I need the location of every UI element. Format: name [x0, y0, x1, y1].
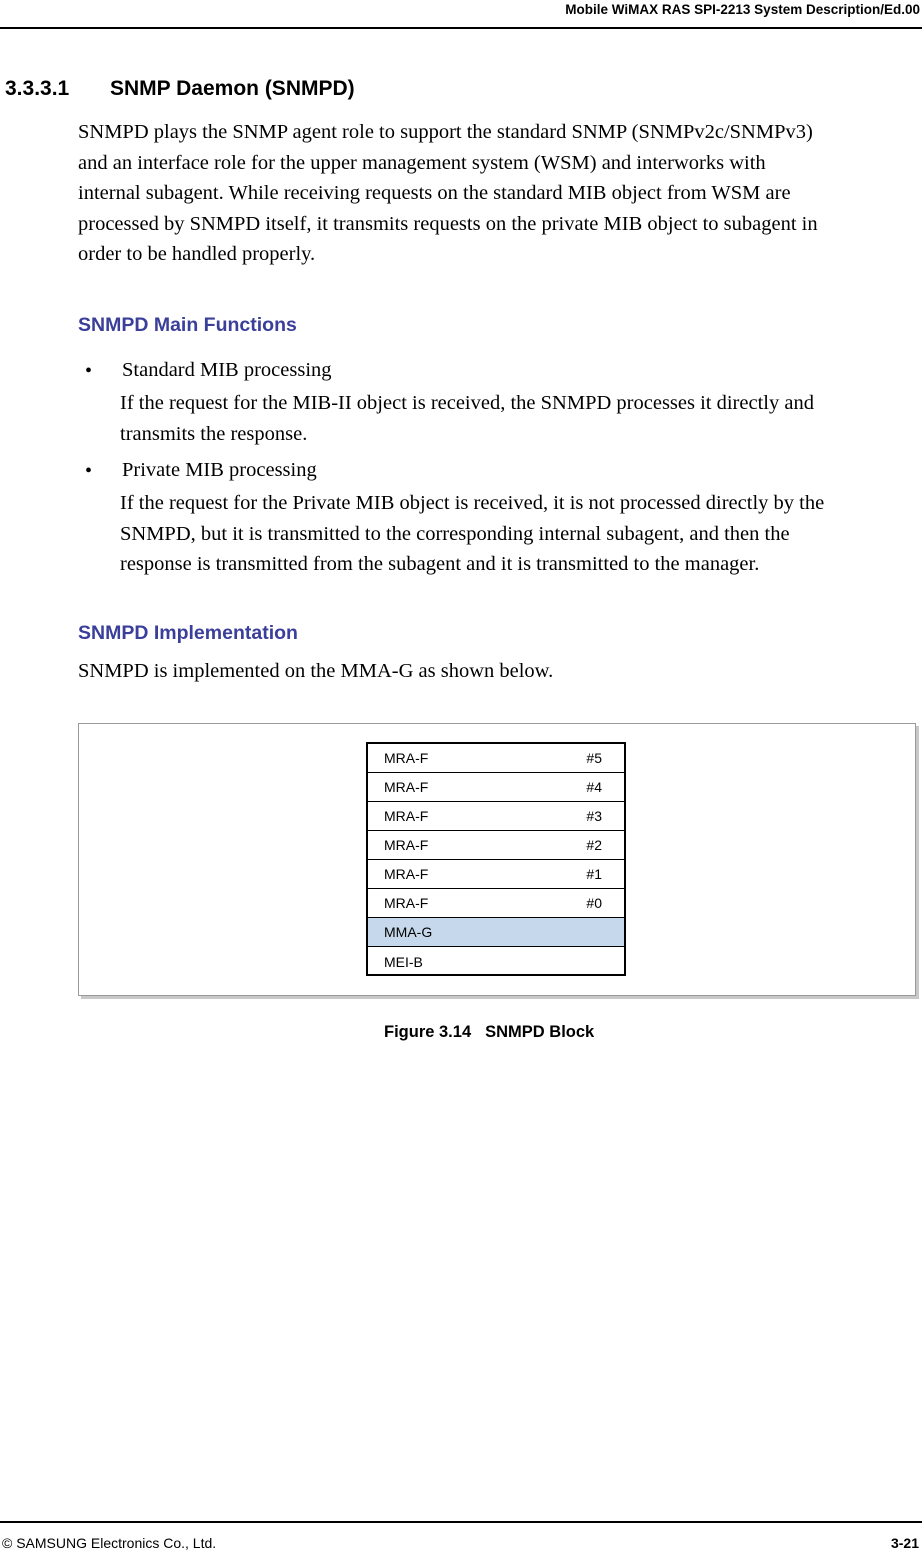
slot-number: #2	[586, 837, 602, 853]
implementation-heading: SNMPD Implementation	[78, 622, 298, 644]
slot-mei-b	[368, 947, 624, 976]
intro-paragraph	[78, 117, 918, 270]
intro-line: order to be handled properly.	[78, 243, 316, 265]
page-header	[0, 0, 922, 29]
intro-line: internal subagent. While receiving requests on the standard MIB object from WSM are	[78, 182, 791, 204]
slot-number: #0	[586, 895, 602, 911]
bullet-title-private-mib: Private MIB processing	[122, 459, 317, 481]
bullet-line: response is transmitted from the subagent and it is transmitted to the manager.	[120, 553, 760, 575]
bullet-line: SNMPD, but it is transmitted to the corresponding internal subagent, and then the	[120, 522, 790, 545]
slot-mra-f-2	[368, 831, 624, 860]
slot-mma-g	[368, 918, 624, 947]
slot-mra-f-0	[368, 889, 624, 918]
slot-number: #3	[586, 808, 602, 824]
bullet-line: transmits the response.	[120, 422, 308, 445]
slot-number: #4	[586, 779, 602, 795]
shelf-diagram	[366, 742, 626, 976]
slot-name: MRA-F	[384, 895, 429, 911]
bullet-title-standard-mib: Standard MIB processing	[122, 359, 332, 381]
section-number: 3.3.3.1	[5, 77, 70, 100]
intro-line: processed by SNMPD itself, it transmits requests on the private MIB object to subagent in	[78, 212, 818, 235]
slot-mra-f-5	[368, 744, 624, 773]
slot-mra-f-3	[368, 802, 624, 831]
caption-label: Figure 3.14	[384, 1023, 472, 1041]
bullet-marker: •	[85, 460, 93, 482]
implementation-text: SNMPD is implemented on the MMA-G as shown below.	[78, 660, 554, 682]
slot-name: MRA-F	[384, 779, 429, 795]
main-functions-heading: SNMPD Main Functions	[78, 314, 297, 336]
section-title: SNMP Daemon (SNMPD)	[110, 77, 355, 100]
slot-mra-f-1	[368, 860, 624, 889]
caption-title: SNMPD Block	[485, 1023, 595, 1041]
figure-caption	[384, 1023, 594, 1042]
intro-line: SNMPD plays the SNMP agent role to support the standard SNMP (SNMPv2c/SNMPv3)	[78, 121, 813, 143]
slot-name: MRA-F	[384, 750, 429, 766]
copyright: © SAMSUNG Electronics Co., Ltd.	[2, 1535, 217, 1551]
intro-line: and an interface role for the upper management system (WSM) and interworks with	[78, 151, 766, 174]
page-number: 3-21	[890, 1535, 919, 1551]
slot-name: MEI-B	[384, 953, 423, 970]
bullet-marker: •	[85, 360, 93, 382]
slot-name: MRA-F	[384, 866, 429, 882]
slot-number: #1	[586, 866, 602, 882]
slot-name: MRA-F	[384, 837, 429, 853]
slot-name: MMA-G	[384, 924, 433, 940]
bullet-line: If the request for the Private MIB object is received, it is not processed directly by the	[120, 492, 825, 514]
bullet-line: If the request for the MIB-II object is received, the SNMPD processes it directly and	[120, 392, 814, 414]
bullet-body-private-mib	[120, 488, 915, 580]
slot-number: #5	[586, 750, 602, 766]
document-title: Mobile WiMAX RAS SPI-2213 System Description/Ed.00	[565, 2, 920, 17]
bullet-body-standard-mib	[120, 388, 915, 449]
slot-name: MRA-F	[384, 808, 429, 824]
slot-mra-f-4	[368, 773, 624, 802]
footer-divider	[0, 1521, 922, 1523]
